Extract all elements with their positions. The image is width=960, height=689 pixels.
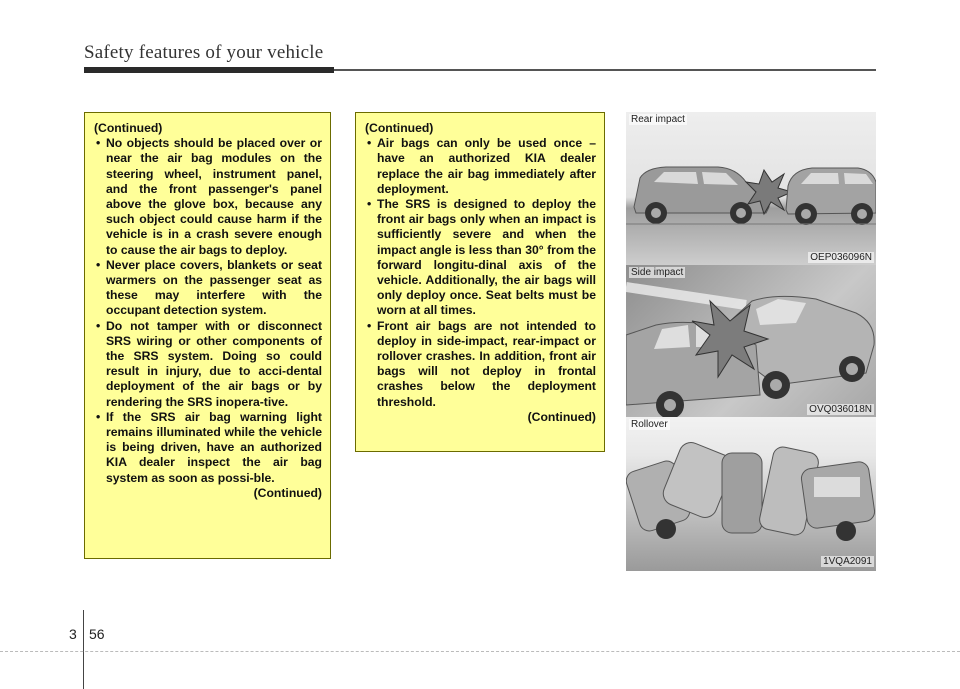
page-divider [83, 610, 84, 689]
warning-box-left [84, 112, 331, 559]
continued-label-top: (Continued) [365, 121, 434, 135]
warning-list [364, 136, 596, 410]
footer-rule [0, 651, 960, 652]
warning-item: • No objects should be placed over or near the air bag modules on the steering wheel, instrument panel, and the front passenger's panel above the glove box, because any such object could cause harm if the vehicle is in a crash severe enough to cause the air bags to deploy. [93, 136, 322, 258]
rear-impact-illustration [626, 112, 876, 267]
warning-item: • Do not tamper with or disconnect SRS wiring or other components of the SRS system. Doing so could result in injury, due to acci-dental deployment of the air bags or by rendering the SRS inopera-tive. [93, 319, 322, 410]
side-impact-code: OVQ036018N [809, 404, 872, 415]
warning-item: • Never place covers, blankets or seat warmers on the passenger seat as these may interfere with the occupant detection system. [93, 258, 322, 319]
rear-impact-code: OEP036096N [810, 252, 872, 263]
page-header-title: Safety features of your vehicle [84, 42, 324, 63]
warning-item: • If the SRS air bag warning light remains illuminated while the vehicle is being driven, have an authorized KIA dealer inspect the air bag system as soon as possi-ble. [93, 410, 322, 486]
warning-box-middle [355, 112, 605, 452]
warning-item: • The SRS is designed to deploy the front air bags only when an impact is sufficiently severe and when the impact angle is less than 30° from the forward longitu-dinal axis of the vehicle. Additionally, the air bags will only deploy once. Seat belts must be worn at all times. [364, 197, 596, 319]
rear-impact-label: Rear impact [631, 114, 685, 125]
header-rule [84, 67, 334, 73]
page-number: 56 [89, 626, 105, 642]
warning-item: • Front air bags are not intended to deploy in side-impact, rear-impact or rollover crashes. In addition, front air bags will not deploy in frontal crashes below the deployment threshold. [364, 319, 596, 410]
rollover-drawing [626, 417, 876, 571]
side-impact-label: Side impact [631, 267, 684, 278]
rollover-label: Rollover [631, 419, 668, 430]
side-impact-drawing [626, 265, 876, 419]
warning-item: • Air bags can only be used once – have an authorized KIA dealer replace the air bag immediately after deployment. [364, 136, 596, 197]
header-rule-thin [334, 69, 876, 71]
side-impact-illustration [626, 265, 876, 419]
warning-list [93, 136, 322, 486]
rollover-illustration [626, 417, 876, 571]
rear-impact-drawing [626, 112, 876, 267]
rollover-code: 1VQA2091 [823, 556, 872, 567]
continued-label-bottom: (Continued) [253, 485, 322, 500]
section-number: 3 [69, 626, 77, 642]
continued-label-bottom: (Continued) [527, 409, 596, 424]
continued-label-top: (Continued) [94, 121, 163, 135]
